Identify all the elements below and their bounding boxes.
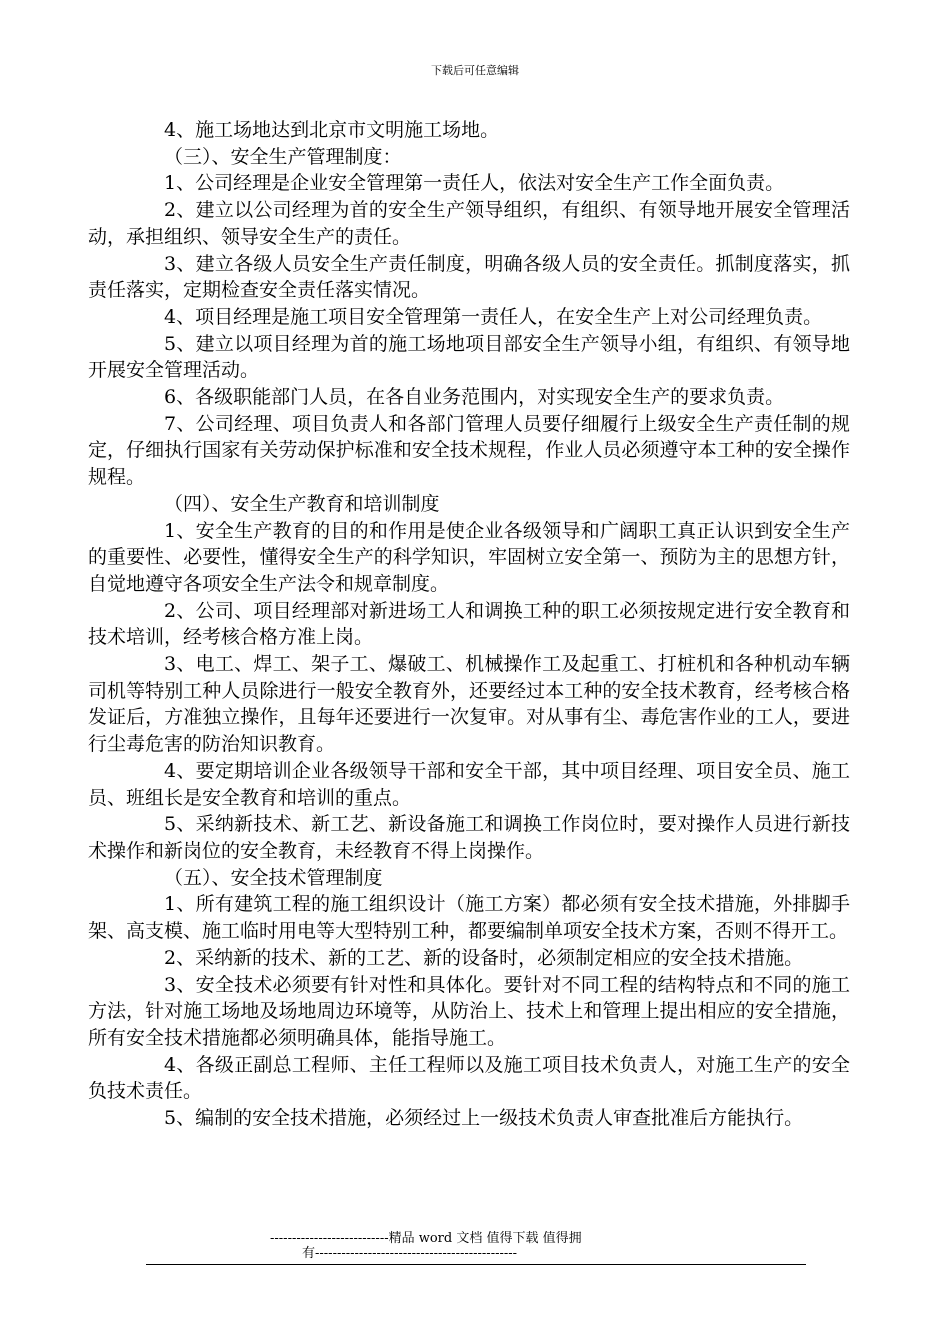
paragraph: 1、公司经理是企业安全管理第一责任人，依法对安全生产工作全面负责。 [164, 172, 785, 195]
paragraph: 1、安全生产教育的目的和作用是使企业各级领导和广阔职工真正认识到安全生产的重要性、必要性，懂得安全生产的科学知识，牢固树立安全第一、预防为主的思想方针，自觉地遵守各项安全生产法令和规章制度。 [88, 519, 850, 595]
section-heading: （三）、安全生产管理制度： [164, 145, 402, 168]
paragraph: 3、电工、焊工、架子工、爆破工、机械操作工及起重工、打桩机和各种机动车辆司机等特别工种人员除进行一般安全教育外，还要经过本工种的安全技术教育，经考核合格发证后，方准独立操作，且每年还要进行一次复审。对从事有尘、毒危害作业的工人，要进行尘毒危害的防治知识教育。 [88, 653, 850, 756]
paragraph: 4、各级正副总工程师、主任工程师以及施工项目技术负责人，对施工生产的安全负技术责任。 [88, 1053, 850, 1103]
footer-watermark-line-1: ---------------------------精品 word 文档 值得下载 值得拥 [270, 1231, 582, 1246]
paragraph: 7、公司经理、项目负责人和各部门管理人员要仔细履行上级安全生产责任制的规定，仔细执行国家有关劳动保护标准和安全技术规程，作业人员必须遵守本工种的安全操作规程。 [88, 412, 850, 489]
paragraph: 5、编制的安全技术措施，必须经过上一级技术负责人审查批准后方能执行。 [164, 1107, 804, 1130]
paragraph: 2、公司、项目经理部对新进场工人和调换工种的职工必须按规定进行安全教育和技术培训，经考核合格方准上岗。 [88, 599, 850, 649]
paragraph: 3、建立各级人员安全生产责任制度，明确各级人员的安全责任。抓制度落实，抓责任落实，定期检查安全责任落实情况。 [88, 252, 850, 302]
paragraph: 1、所有建筑工程的施工组织设计（施工方案）都必须有安全技术措施，外排脚手架、高支模、施工临时用电等大型特别工种，都要编制单项安全技术方案，否则不得开工。 [88, 893, 850, 943]
page-header-note: 下载后可任意编辑 [431, 64, 519, 77]
paragraph: 2、采纳新的技术、新的工艺、新的设备时，必须制定相应的安全技术措施。 [164, 946, 804, 969]
footer-watermark-line-2: 有---------------------------------------------- [302, 1246, 518, 1261]
footer-rule [146, 1264, 806, 1265]
paragraph: 2、建立以公司经理为首的安全生产领导组织，有组织、有领导地开展安全管理活动，承担组织、领导安全生产的责任。 [88, 199, 850, 248]
paragraph: 5、采纳新技术、新工艺、新设备施工和调换工作岗位时，要对操作人员进行新技术操作和新岗位的安全教育，未经教育不得上岗操作。 [88, 813, 850, 862]
paragraph: 4、要定期培训企业各级领导干部和安全干部，其中项目经理、项目安全员、施工员、班组长是安全教育和培训的重点。 [88, 759, 850, 809]
paragraph: 5、建立以项目经理为首的施工场地项目部安全生产领导小组，有组织、有领导地开展安全管理活动。 [88, 332, 850, 382]
section-heading: （五）、安全技术管理制度 [164, 866, 383, 889]
paragraph: 4、施工场地达到北京市文明施工场地。 [164, 119, 500, 141]
paragraph: 6、各级职能部门人员，在各自业务范围内，对实现安全生产的要求负责。 [164, 386, 785, 409]
section-heading: （四）、安全生产教育和培训制度 [164, 492, 440, 515]
paragraph: 3、安全技术必须要有针对性和具体化。要针对不同工程的结构特点和不同的施工方法，针对施工场地及场地周边环境等，从防治上、技术上和管理上提出相应的安全措施，所有安全技术措施都必须明确具体，能指导施工。 [88, 973, 850, 1049]
paragraph: 4、项目经理是施工项目安全管理第一责任人，在安全生产上对公司经理负责。 [164, 305, 823, 328]
document-body [88, 117, 850, 1132]
